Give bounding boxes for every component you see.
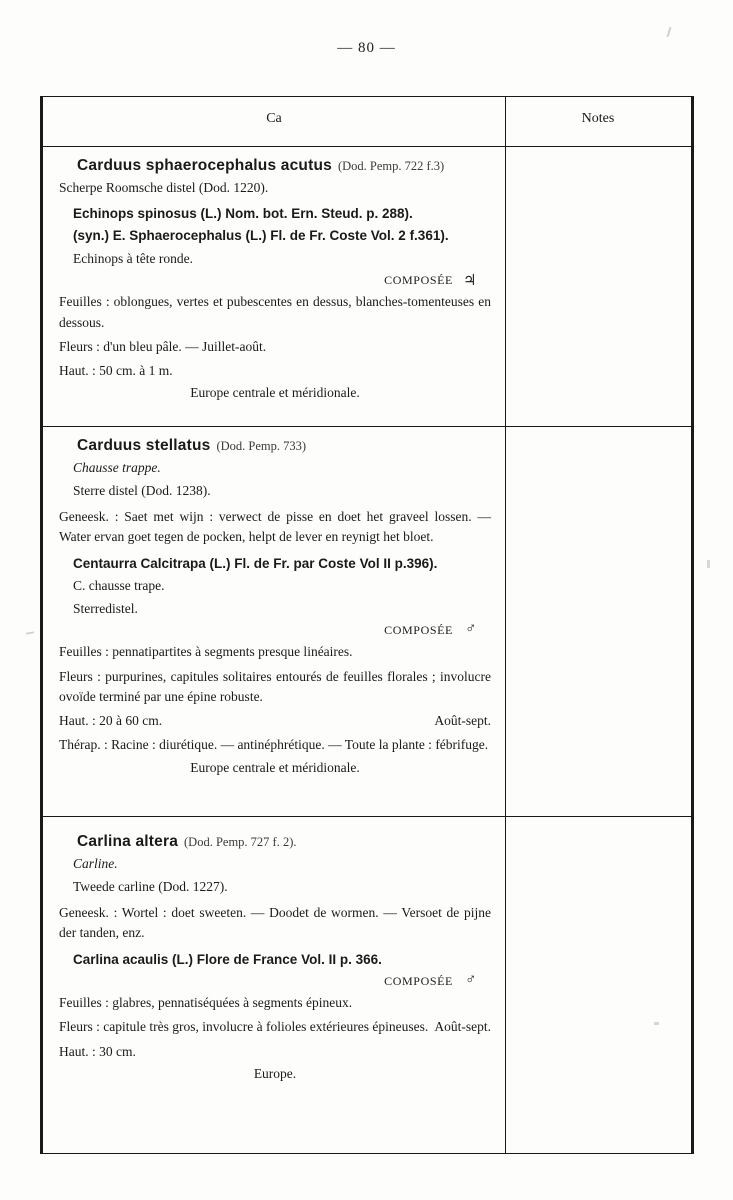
synonym-item: C. chausse trape. (73, 578, 165, 594)
species-title: Carduus stellatus (77, 437, 211, 454)
geneeskunde-text: Geneesk. : Saet met wijn : verwect de pisse en doet het graveel lossen. — Water ervan goet tegen de pocken, helpt de lever en reynigt het bloet. (59, 509, 491, 545)
family-line (59, 974, 491, 989)
fleurs-description: Fleurs : capitule très gros, involucre à folioles extérieures épineuses. (59, 1019, 429, 1035)
feuilles-description: Feuilles : oblongues, vertes et pubescentes en dessus, blanches-tomenteuses en dessous. (59, 294, 491, 330)
synonym-item: Centaurra Calcitrapa (L.) Fl. de Fr. par Coste Vol II p.396). (73, 555, 438, 571)
hauteur-description: Haut. : 50 cm. à 1 m. (59, 363, 173, 378)
synonym-item: Echinops à tête ronde. (73, 250, 193, 266)
family-line (59, 273, 491, 288)
flowering-date: Août-sept. (434, 713, 491, 729)
page-artifact (667, 27, 672, 37)
hauteur-line (59, 711, 491, 731)
table-header-row (43, 97, 691, 147)
species-title: Carlina altera (77, 833, 179, 850)
notes-cell[interactable] (506, 427, 691, 817)
column-header-notes: Notes (581, 111, 615, 126)
family-name: COMPOSÉE (384, 623, 453, 638)
fleurs-line (59, 1017, 491, 1037)
distribution: Europe centrale et méridionale. (190, 759, 360, 775)
notes-cell[interactable] (506, 147, 691, 427)
table-row (43, 147, 505, 427)
entry-title-line (59, 437, 491, 455)
french-name: Carline. (73, 856, 118, 871)
entry-title-line (59, 157, 491, 175)
planet-symbol-icon: ♂ (465, 972, 477, 989)
feuilles-description: Feuilles : pennatipartites à segments presque linéaires. (59, 644, 353, 660)
feuilles-description: Feuilles : glabres, pennatiséquées à segments épineux. (59, 995, 353, 1011)
species-reference: (Dod. Pemp. 733) (216, 439, 307, 453)
hauteur-description: Haut. : 30 cm. (59, 1043, 136, 1059)
entries-table (42, 96, 692, 1154)
family-name: COMPOSÉE (384, 974, 453, 989)
notes-cell[interactable] (506, 817, 691, 1153)
synonym-item: Carlina acaulis (L.) Flore de France Vol. II p. 366. (73, 951, 382, 967)
planet-symbol-icon: ♃ (462, 273, 477, 290)
fleurs-description: Fleurs : d'un bleu pâle. — Juillet-août. (59, 338, 267, 354)
dutch-name: Scherpe Roomsche distel (Dod. 1220). (59, 180, 269, 195)
page-number: — 80 — (337, 40, 396, 56)
planet-symbol-icon: ♂ (465, 621, 477, 638)
family-name: COMPOSÉE (384, 273, 453, 288)
page-artifact (707, 560, 710, 568)
entry-title-line (59, 833, 491, 851)
synonym-item: Echinops spinosus (L.) Nom. bot. Ern. Steud. p. 288). (73, 205, 413, 221)
species-reference: (Dod. Pemp. 727 f. 2). (184, 835, 297, 849)
french-name: Chausse trappe. (73, 460, 161, 475)
synonym-item: (syn.) E. Sphaerocephalus (L.) Fl. de Fr. Coste Vol. 2 f.361). (73, 228, 449, 244)
geneeskunde-text: Geneesk. : Wortel : doet sweeten. — Doodet de wormen. — Versoet de pijne der tanden, enz. (59, 905, 491, 941)
distribution: Europe centrale et méridionale. (190, 385, 360, 401)
fleurs-description: Fleurs : purpurines, capitules solitaires entourés de feuilles florales ; involucre ovoïde terminé par une épine robuste. (59, 668, 491, 704)
entries-column (43, 147, 505, 1153)
dutch-name: Tweede carline (Dod. 1227). (73, 878, 228, 894)
dutch-name: Sterre distel (Dod. 1238). (73, 482, 211, 498)
synonym-item: Sterredistel. (73, 600, 138, 616)
species-reference: (Dod. Pemp. 722 f.3) (337, 159, 445, 173)
page-artifact (26, 631, 34, 634)
distribution: Europe. (253, 1065, 297, 1081)
flowering-date: Août-sept. (434, 1019, 491, 1035)
hauteur-description: Haut. : 20 à 60 cm. (59, 713, 163, 729)
column-header-ca: Ca (266, 111, 282, 126)
family-line (59, 623, 491, 638)
table-row (43, 427, 505, 817)
table-row (43, 817, 505, 1153)
notes-column (506, 147, 691, 1153)
therapeutique-description: Thérap. : Racine : diurétique. — antinéphrétique. — Toute la plante : fébrifuge. (59, 737, 489, 753)
species-title: Carduus sphaerocephalus acutus (77, 157, 332, 174)
